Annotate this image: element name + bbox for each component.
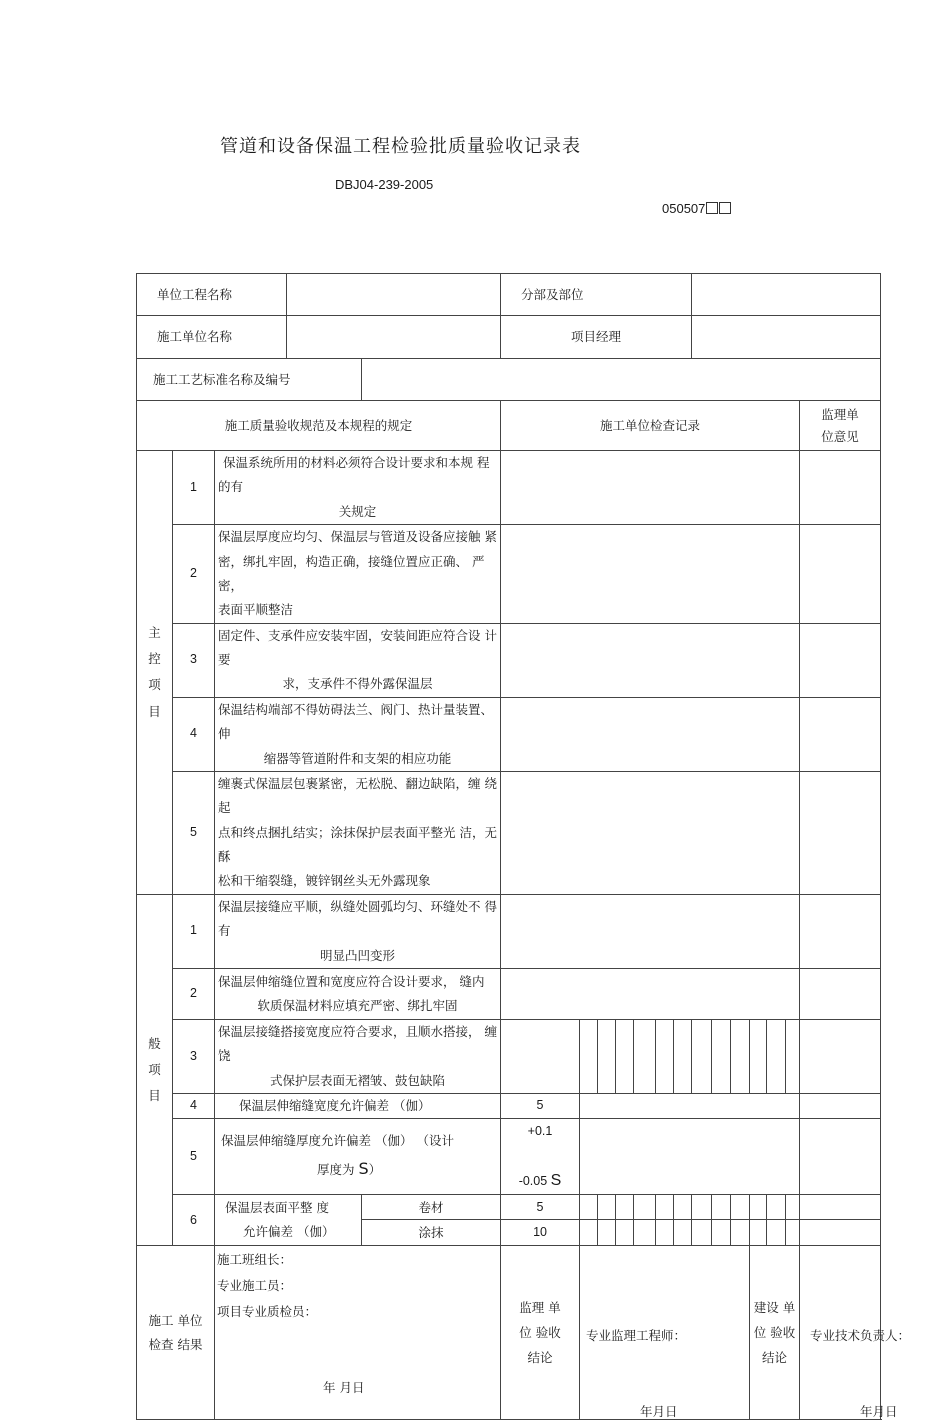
check-record-cell[interactable] bbox=[501, 525, 800, 624]
lower-tolerance-value: -0.05 bbox=[518, 1173, 548, 1188]
item-description bbox=[215, 1119, 501, 1195]
builder-conclusion-label bbox=[750, 1246, 800, 1420]
check-record-cell[interactable] bbox=[501, 697, 800, 771]
form-code bbox=[662, 201, 731, 216]
item-number: 1 bbox=[173, 894, 215, 968]
opinion-cell[interactable] bbox=[800, 1019, 881, 1093]
item-number: 2 bbox=[173, 525, 215, 624]
main-item-row bbox=[137, 771, 881, 894]
opinion-cell[interactable] bbox=[800, 451, 881, 525]
item-number: 5 bbox=[173, 771, 215, 894]
design-thickness-symbol: S bbox=[358, 1159, 369, 1179]
check-grid-cell[interactable] bbox=[616, 1220, 634, 1246]
builder-date: 年月日 bbox=[860, 1404, 898, 1420]
info-row-2 bbox=[137, 316, 881, 359]
item-number: 2 bbox=[173, 968, 215, 1019]
desc-line: 松和干缩裂缝，镀锌钢丝头无外露现象 bbox=[218, 873, 431, 889]
check-grid-cell[interactable] bbox=[731, 1019, 750, 1093]
opinion-cell[interactable] bbox=[800, 1119, 881, 1195]
item-number: 3 bbox=[173, 1019, 215, 1093]
item-description bbox=[215, 894, 501, 968]
builder-signature-cell[interactable] bbox=[800, 1246, 911, 1420]
item-description bbox=[215, 697, 501, 771]
opinion-cell[interactable] bbox=[800, 1094, 881, 1119]
project-manager-value[interactable] bbox=[692, 316, 881, 359]
signature-row bbox=[137, 1246, 881, 1420]
form-code-number: 050507 bbox=[662, 201, 706, 216]
inspection-form bbox=[136, 273, 911, 1420]
general-label-char: 般 bbox=[148, 1035, 161, 1051]
builder-line: 建设 单 bbox=[753, 1300, 796, 1316]
page-title: 管道和设备保温工程检验批质量验收记录表 bbox=[220, 136, 581, 157]
main-control-char: 项 bbox=[148, 677, 161, 693]
check-grid-cell[interactable] bbox=[786, 1195, 800, 1220]
check-grid-cell[interactable] bbox=[750, 1220, 767, 1246]
constructor-label: 专业施工员： bbox=[217, 1278, 293, 1294]
construction-check-line: 检查 结果 bbox=[148, 1336, 203, 1352]
desc-line: 保温层伸缩缝位置和宽度应符合设计要求， 缝内 bbox=[218, 973, 485, 989]
item-number: 3 bbox=[173, 623, 215, 697]
desc-line: 允许偏差 （伽） bbox=[243, 1224, 335, 1240]
supervision-line: 位 验收 bbox=[519, 1325, 561, 1341]
supervision-date: 年月日 bbox=[640, 1404, 678, 1420]
desc-line: 保温层伸缩缝厚度允许偏差 （伽） （设计 bbox=[221, 1133, 454, 1149]
desc-line: 保温系统所用的材料必须符合设计要求和本规 程的有 bbox=[218, 455, 490, 495]
check-value-cell[interactable] bbox=[580, 1195, 598, 1220]
construction-unit-label: 施工单位名称 bbox=[137, 316, 287, 359]
construction-check-line: 施工 单位 bbox=[148, 1313, 203, 1329]
desc-line: 缠裹式保温层包裹紧密，无松脱、翻边缺陷，缠 绕起 bbox=[218, 775, 497, 816]
desc-line: 求，支承件不得外露保温层 bbox=[282, 676, 433, 692]
main-control-char: 控 bbox=[148, 651, 161, 667]
supervisor-opinion-line1: 监理单 bbox=[821, 407, 859, 423]
construction-date: 年 月日 bbox=[323, 1380, 365, 1396]
lower-tolerance-symbol: S bbox=[550, 1171, 562, 1189]
sub-division-value[interactable] bbox=[692, 274, 881, 316]
check-grid-cell[interactable] bbox=[731, 1220, 750, 1246]
general-item-row bbox=[137, 1195, 881, 1220]
check-grid-cell[interactable] bbox=[767, 1220, 786, 1246]
main-control-label bbox=[137, 451, 173, 895]
desc-line: 点和终点捆扎结实；涂抹保护层表面平整光 洁，无酥 bbox=[218, 824, 497, 864]
check-grid-cell[interactable] bbox=[692, 1195, 712, 1220]
item-description bbox=[215, 623, 501, 697]
process-standard-value[interactable] bbox=[362, 359, 881, 401]
item-description bbox=[215, 1019, 501, 1093]
tech-lead-label: 专业技术负责人： bbox=[810, 1328, 911, 1344]
check-grid-cell[interactable] bbox=[634, 1019, 656, 1093]
check-grid-cell[interactable] bbox=[656, 1220, 674, 1246]
standard-code: DBJ04-239-2005 bbox=[335, 177, 434, 192]
check-grid-cell[interactable] bbox=[634, 1195, 656, 1220]
check-grid-cell[interactable] bbox=[656, 1019, 674, 1093]
opinion-cell[interactable] bbox=[800, 1195, 881, 1220]
check-grid-cell[interactable] bbox=[674, 1220, 692, 1246]
desc-line: 保温层表面平整 度 bbox=[225, 1200, 329, 1215]
construction-unit-value[interactable] bbox=[287, 316, 501, 359]
check-grid-cell[interactable] bbox=[692, 1019, 712, 1093]
supervisor-opinion-heading bbox=[800, 401, 881, 451]
general-item-row bbox=[137, 1019, 881, 1093]
sub-item-label: 涂抹 bbox=[362, 1220, 501, 1246]
supervision-line: 结论 bbox=[527, 1350, 553, 1366]
construction-check-label bbox=[137, 1246, 215, 1420]
sub-division-label: 分部及部位 bbox=[501, 274, 692, 316]
desc-line: 保温层厚度应均匀、保温层与管道及设备应接触 紧 bbox=[218, 529, 497, 545]
item-number: 6 bbox=[173, 1195, 215, 1246]
lower-tolerance bbox=[501, 1168, 579, 1194]
item-description bbox=[215, 525, 501, 624]
check-grid-cell[interactable] bbox=[786, 1019, 800, 1093]
project-manager-label: 项目经理 bbox=[501, 316, 692, 359]
check-grid-cell[interactable] bbox=[712, 1220, 731, 1246]
check-record-cell[interactable] bbox=[501, 968, 800, 1019]
desc-line: 式保护层表面无褶皱、鼓包缺陷 bbox=[270, 1072, 446, 1088]
opinion-cell[interactable] bbox=[800, 968, 881, 1019]
sub-item-label: 卷材 bbox=[362, 1195, 501, 1220]
general-label bbox=[137, 894, 173, 1246]
desc-line: 关规定 bbox=[338, 503, 377, 519]
opinion-cell[interactable] bbox=[800, 623, 881, 697]
check-grid-cell[interactable] bbox=[616, 1195, 634, 1220]
allowable-value: 10 bbox=[501, 1220, 580, 1246]
general-item-row bbox=[137, 968, 881, 1019]
check-record-cell[interactable] bbox=[580, 1119, 800, 1195]
supervision-conclusion-label bbox=[501, 1246, 580, 1420]
item-description bbox=[215, 771, 501, 894]
check-grid-cell[interactable] bbox=[712, 1019, 731, 1093]
check-grid-cell[interactable] bbox=[731, 1195, 750, 1220]
item-number: 4 bbox=[173, 1094, 215, 1119]
desc-line: 固定件、支承件应安装牢固，安装间距应符合设 计要 bbox=[218, 627, 497, 667]
check-grid-cell[interactable] bbox=[656, 1195, 674, 1220]
supervisor-opinion-line2: 位意见 bbox=[821, 428, 859, 444]
checkbox-2[interactable] bbox=[719, 202, 731, 214]
item-description: 保温层伸缩缝宽度允许偏差 （伽） bbox=[215, 1094, 501, 1119]
main-item-row bbox=[137, 451, 881, 525]
check-grid-cell[interactable] bbox=[674, 1195, 692, 1220]
desc-line: 软质保温材料应填充严密、绑扎牢固 bbox=[257, 997, 458, 1013]
desc-line: 保温层接缝应平顺，纵缝处圆弧均匀、环缝处不 得有 bbox=[218, 898, 497, 939]
check-record-heading: 施工单位检查记录 bbox=[501, 401, 800, 451]
main-control-char: 主 bbox=[148, 624, 161, 640]
desc-line: ） bbox=[368, 1162, 382, 1178]
builder-line: 结论 bbox=[762, 1350, 788, 1366]
main-control-char: 目 bbox=[148, 703, 161, 719]
table-heading-row bbox=[137, 401, 881, 451]
check-grid-cell[interactable] bbox=[598, 1195, 616, 1220]
unit-project-label: 单位工程名称 bbox=[137, 274, 287, 316]
main-item-row bbox=[137, 697, 881, 771]
desc-line: 密，绑扎牢固，构造正确，接缝位置应正确、 严密， bbox=[218, 553, 485, 593]
process-standard-label: 施工工艺标准名称及编号 bbox=[137, 359, 362, 401]
supervision-engineer-label: 专业监理工程师： bbox=[586, 1328, 687, 1344]
general-label-char: 目 bbox=[148, 1088, 161, 1104]
desc-line: 明显凸凹变形 bbox=[320, 947, 396, 963]
main-item-row bbox=[137, 525, 881, 624]
check-grid-cell[interactable] bbox=[750, 1195, 767, 1220]
item-description bbox=[215, 968, 501, 1019]
spec-heading: 施工质量验收规范及本规程的规定 bbox=[137, 401, 501, 451]
check-record-cell[interactable] bbox=[501, 894, 800, 968]
quality-inspector-label: 项目专业质检员： bbox=[217, 1304, 318, 1320]
checkbox-1[interactable] bbox=[706, 202, 718, 214]
item-number: 4 bbox=[173, 697, 215, 771]
info-row-1 bbox=[137, 274, 881, 316]
check-grid-cell[interactable] bbox=[674, 1019, 692, 1093]
check-grid-cell[interactable] bbox=[692, 1220, 712, 1246]
opinion-cell[interactable] bbox=[800, 525, 881, 624]
item-number: 5 bbox=[173, 1119, 215, 1195]
allowable-value: 5 bbox=[501, 1094, 580, 1119]
builder-line: 位 验收 bbox=[753, 1325, 796, 1341]
team-leader-label: 施工班组长： bbox=[217, 1252, 293, 1268]
general-item-row bbox=[137, 894, 881, 968]
check-grid-cell[interactable] bbox=[750, 1019, 767, 1093]
info-row-3 bbox=[137, 359, 881, 401]
check-grid-cell[interactable] bbox=[634, 1220, 656, 1246]
general-item-row bbox=[137, 1119, 881, 1195]
desc-line: 表面平顺整洁 bbox=[218, 602, 294, 618]
tolerance-cell bbox=[501, 1119, 580, 1195]
check-grid-cell[interactable] bbox=[767, 1195, 786, 1220]
desc-line: 缩器等管道附件和支架的相应功能 bbox=[263, 750, 452, 766]
check-grid-cell[interactable] bbox=[598, 1019, 616, 1093]
check-record-cell[interactable] bbox=[501, 451, 800, 525]
check-record-cell[interactable] bbox=[501, 771, 800, 894]
opinion-cell[interactable] bbox=[800, 894, 881, 968]
check-grid-cell[interactable] bbox=[580, 1019, 598, 1093]
check-grid-cell[interactable] bbox=[712, 1195, 731, 1220]
general-label-char: 项 bbox=[148, 1061, 161, 1077]
desc-line: 保温层接缝搭接宽度应符合要求，且顺水搭接， 缠饶 bbox=[218, 1023, 497, 1064]
general-item-row bbox=[137, 1094, 881, 1119]
check-record-cell[interactable] bbox=[501, 623, 800, 697]
check-value-cell[interactable] bbox=[501, 1019, 580, 1093]
supervision-line: 监理 单 bbox=[519, 1300, 561, 1316]
allowable-value: 5 bbox=[501, 1195, 580, 1220]
check-grid-cell[interactable] bbox=[767, 1019, 786, 1093]
construction-signature-cell[interactable] bbox=[215, 1246, 501, 1420]
main-item-row bbox=[137, 623, 881, 697]
desc-line: 保温结构端部不得妨碍法兰、阀门、热计量装置、 伸 bbox=[218, 701, 494, 742]
item-number: 1 bbox=[173, 451, 215, 525]
desc-line: 厚度为 bbox=[317, 1162, 355, 1178]
opinion-cell[interactable] bbox=[800, 1220, 881, 1246]
unit-project-value[interactable] bbox=[287, 274, 501, 316]
supervision-signature-cell[interactable] bbox=[580, 1246, 750, 1420]
check-grid-cell[interactable] bbox=[598, 1220, 616, 1246]
opinion-cell[interactable] bbox=[800, 697, 881, 771]
item-description bbox=[215, 451, 501, 525]
check-record-cell[interactable] bbox=[580, 1094, 800, 1119]
check-value-cell[interactable] bbox=[580, 1220, 598, 1246]
item-description bbox=[215, 1195, 362, 1246]
check-grid-cell[interactable] bbox=[616, 1019, 634, 1093]
check-grid-cell[interactable] bbox=[786, 1220, 800, 1246]
opinion-cell[interactable] bbox=[800, 771, 881, 894]
upper-tolerance: +0.1 bbox=[527, 1124, 553, 1139]
